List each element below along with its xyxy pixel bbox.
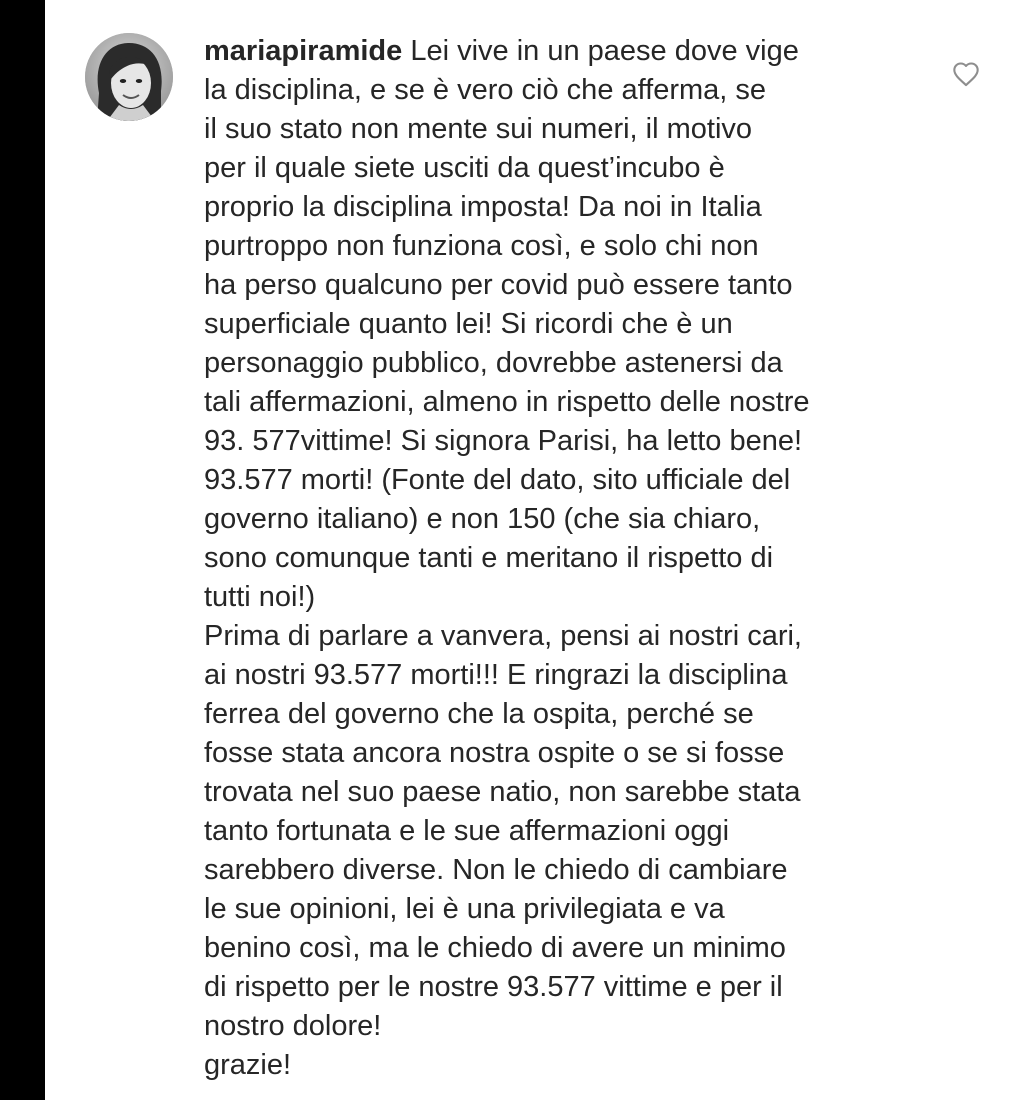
avatar-photo-icon [85,33,173,121]
heart-outline-icon [952,61,980,87]
left-dark-edge [0,0,45,1100]
comment-row [45,0,1018,1100]
comment-text [204,32,934,1085]
comment-username[interactable]: mariapiramide [204,35,403,67]
user-avatar[interactable] [85,33,173,121]
like-button[interactable] [949,57,983,91]
comment-message: Lei vive in un paese dove vige la disciplina, e se è vero ciò che afferma, se il suo stato non mente sui numeri, il motivo per il quale siete usciti da quest’incubo è proprio la disciplina imposta! Da noi in Italia purtroppo non funziona così, e solo chi non ha perso qualcuno per covid può essere tanto superficiale quanto lei! Si ricordi che è un personaggio pubblico, dovrebbe astenersi da tali affermazioni, almeno in rispetto delle nostre 93. 577vittime! Si signora Parisi, ha letto bene! 93.577 morti! (Fonte del dato, sito ufficiale del governo italiano) e non 150 (che sia chiaro, sono comunque tanti e meritano il rispetto di tutti noi!) Prima di parlare a vanvera, pensi ai nostri cari, ai nostri 93.577 morti!!! E ringrazi la disciplina ferrea del governo che la ospita, perché se fosse stata ancora nostra ospite o se si fosse trovata nel suo paese natio, non sarebbe stata tanto fortunata e le sue affermazioni oggi sarebbero diverse. Non le chiedo di cambiare le sue opinioni, lei è una privilegiata e va benino così, ma le chiedo di avere un minimo di rispetto per le nostre 93.577 vittime e per il nostro dolore! grazie! [204,35,810,1081]
